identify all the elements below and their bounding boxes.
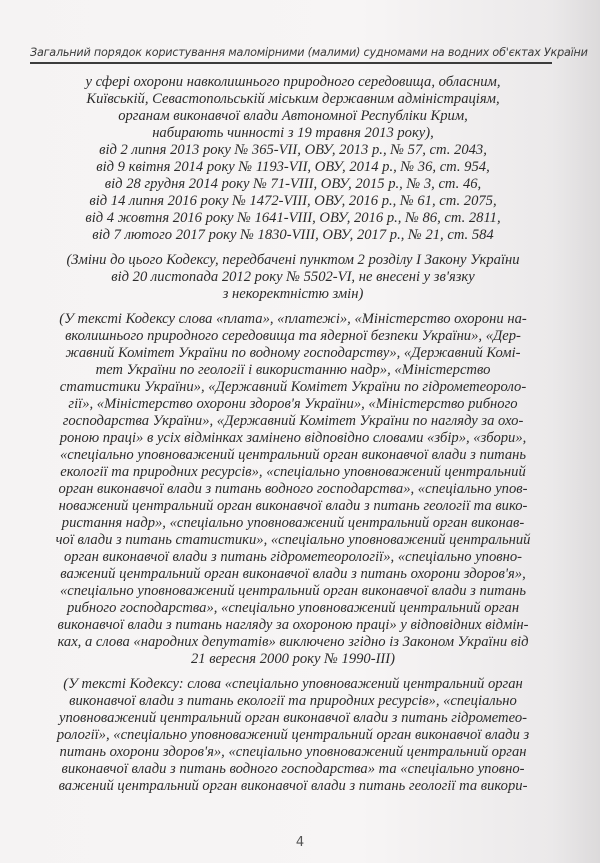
text-line: гії», «Міністерство охорони здоров'я України», «Міністерство рибного <box>68 396 518 412</box>
text-line: (У тексті Кодексу: слова «спеціально уповноважений центральний орган <box>63 676 523 692</box>
text-line: рології», «спеціально уповноважений центральний орган виконавчої влади з <box>56 727 530 743</box>
text-line: у сфері охорони навколишнього природного середовища, обласним, <box>85 74 501 90</box>
text-line: «спеціально уповноважений центральний орган виконавчої влади з питань <box>59 447 527 463</box>
text-line: виконавчої влади з питань екології та природних ресурсів», «спеціально <box>69 693 517 709</box>
text-line: уповноважений центральний орган виконавчої влади з питань гідрометео- <box>58 710 528 726</box>
text-line: виконавчої влади з питань водного господарства» та «спеціально уповно- <box>61 761 525 777</box>
text-line: статистики України», «Державний Комітет України по гідрометеороло- <box>59 379 527 395</box>
text-line: важений центральний орган виконавчої влади з питань геології та викори- <box>58 778 528 794</box>
text-line: (Зміни до цього Кодексу, передбачені пунктом 2 розділу I Закону України <box>66 252 520 268</box>
text-line: новажений центральний орган виконавчої влади з питань геології та вико- <box>58 498 528 514</box>
text-line: від 4 жовтня 2016 року № 1641-VIII, ОВУ, 2016 р., № 86, ст. 2811, <box>85 210 501 226</box>
page-number: 4 <box>295 835 305 850</box>
text-line: 21 вересня 2000 року № 1990-III) <box>190 651 396 667</box>
text-line: Київській, Севастопольській міським державним адміністраціям, <box>86 91 500 107</box>
text-line: ках, а слова «народних депутатів» виключено згідно із Законом України від <box>57 634 529 650</box>
text-line: виконавчої влади з питань нагляду за охороною праці» у відповідних відмін- <box>57 617 529 633</box>
note-terms-replaced <box>36 311 550 668</box>
text-line: роною праці» в усіх відмінках замінено відповідно словами «збір», «збори», <box>59 430 527 446</box>
text-line: від 2 липня 2013 року № 365-VII, ОВУ, 2013 р., № 57, ст. 2043, <box>99 142 487 158</box>
text-line: чої влади з питань статистики», «спеціально уповноважений центральний <box>55 532 531 548</box>
text-line: набирають чинності з 19 травня 2013 року), <box>152 125 434 141</box>
text-line: екології та природних ресурсів», «спеціально уповноважений центральний <box>60 464 526 480</box>
text-line: рибного господарства», «спеціально уповноважений центральний орган <box>66 600 520 616</box>
running-header: Загальний порядок користування маломірними (малими) судномами на водних об'єктах України <box>30 46 588 59</box>
text-line: важений центральний орган виконавчої влади з питань охорони здоров'я», <box>60 566 526 582</box>
text-line: тет України по геології і використанню надр», «Міністерство <box>95 362 491 378</box>
text-line: господарства України», «Державний Комітет України по нагляду за охо- <box>62 413 524 429</box>
text-line: органам виконавчої влади Автономної Республіки Крим, <box>118 108 468 124</box>
text-line: «спеціально уповноважений центральний орган виконавчої влади з питань <box>59 583 527 599</box>
text-line: від 14 липня 2016 року № 1472-VIII, ОВУ, 2016 р., № 61, ст. 2075, <box>89 193 497 209</box>
text-line: орган виконавчої влади з питань водного господарства», «спеціально упов- <box>58 481 528 497</box>
text-line: (У тексті Кодексу слова «плата», «платежі», «Міністерство охорони на- <box>59 311 527 327</box>
text-line: питань охорони здоров'я», «спеціально уповноважений центральний орган <box>59 744 527 760</box>
amendments-list <box>36 74 550 244</box>
text-line: від 7 лютого 2017 року № 1830-VIII, ОВУ, 2017 р., № 21, ст. 584 <box>92 227 494 243</box>
note-changes-not-applied <box>36 252 550 303</box>
text-line: жавний Комітет України по водному господарству», «Державний Комі- <box>65 345 521 361</box>
text-line: вколишнього природного середовища та ядерної безпеки України», «Дер- <box>65 328 521 344</box>
note-terms-replaced-2 <box>36 676 550 795</box>
text-line: від 20 листопада 2012 року № 5502-VI, не внесені у зв'язку <box>111 269 475 285</box>
text-line: від 9 квітня 2014 року № 1193-VII, ОВУ, 2014 р., № 36, ст. 954, <box>96 159 490 175</box>
header-rule <box>30 62 552 64</box>
text-line: ристання надр», «спеціально уповноважений центральний орган виконав- <box>61 515 525 531</box>
text-line: з некоректністю змін) <box>222 286 364 302</box>
text-line: орган виконавчої влади з питань гідрометеорології», «спеціально уповно- <box>63 549 523 565</box>
text-line: від 28 грудня 2014 року № 71-VIII, ОВУ, 2015 р., № 3, ст. 46, <box>104 176 482 192</box>
document-body <box>36 74 550 795</box>
